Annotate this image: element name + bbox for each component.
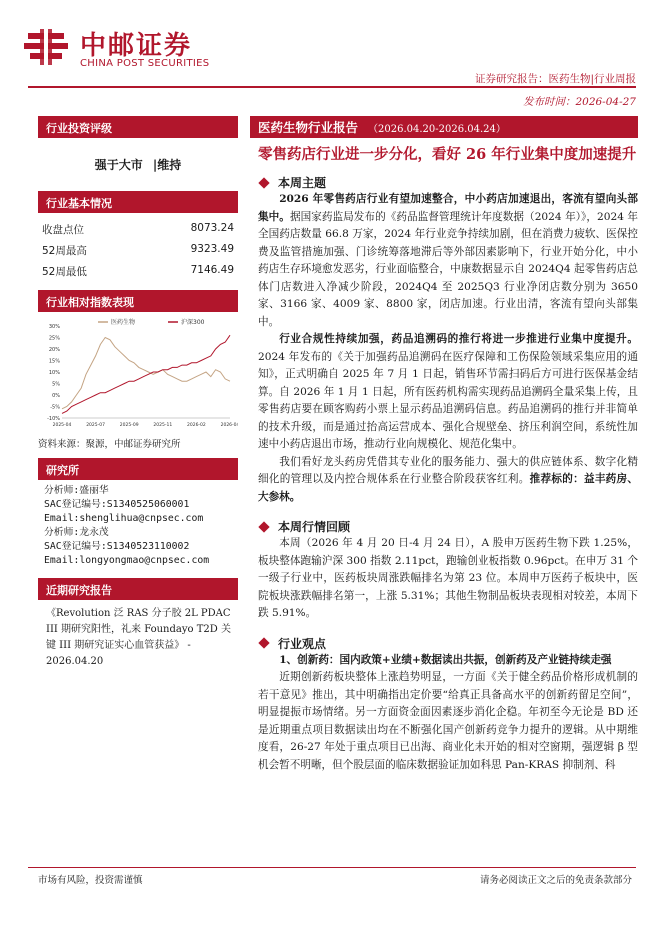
section-title: 行业观点: [278, 636, 327, 651]
brand-name-en: CHINA POST SECURITIES: [80, 58, 210, 69]
recommended-stocks: 推荐标的：益丰药房、大参林。: [258, 473, 639, 503]
basics-row: [38, 219, 238, 240]
report-title-bar: [250, 116, 638, 138]
footer-divider: [28, 867, 636, 868]
analyst-line: 分析师:盛丽华: [44, 485, 109, 496]
performance-chart-svg: [38, 314, 238, 434]
basics-value: 7146.49: [190, 264, 234, 276]
y-tick-label: 25%: [48, 335, 60, 342]
analyst-line: SAC登记编号:S1340525060001: [44, 499, 190, 510]
report-dates: （2026.04.20-2026.04.24）: [368, 123, 506, 135]
section-heading: [250, 518, 638, 535]
report-title: 医药生物行业报告: [258, 120, 359, 135]
analyst-line: 分析师:龙永茂: [44, 527, 109, 538]
legend-label: 医药生物: [111, 319, 136, 326]
publish-date: 发布时间：2026-04-27: [522, 96, 636, 108]
rating-section-title: 行业投资评级: [38, 116, 238, 138]
rating: [38, 138, 238, 191]
analyst-email[interactable]: Email:longyongmao@cnpsec.com: [44, 555, 210, 566]
footer-risk-note: 市场有风险，投资需谨慎: [38, 875, 143, 886]
sub-heading: 1、创新药：国内政策+业绩+数据读出共振，创新药及产业链持续走强: [279, 653, 612, 666]
series-line-1: [62, 338, 230, 409]
x-tick-label: 2026-02: [186, 423, 206, 428]
x-tick-label: 2025-07: [86, 423, 106, 428]
header-divider: [28, 86, 636, 88]
y-tick-label: 5%: [52, 381, 60, 388]
y-tick-label: 10%: [48, 370, 60, 376]
y-tick-label: 20%: [48, 347, 60, 353]
y-tick-label: -5%: [50, 404, 60, 411]
y-tick-label: 0%: [52, 393, 60, 399]
analyst-list: [38, 480, 238, 568]
x-tick-label: 2025-09: [119, 423, 139, 428]
basics-value: 8073.24: [190, 222, 234, 234]
paragraph-lead: 行业合规性持续加强，药品追溯码的推行将进一步推进行业集中度提升。: [279, 333, 638, 345]
rating-status: |维持: [152, 158, 182, 172]
basics-label: 52周最低: [42, 266, 87, 278]
paragraph-body: 2024 年发布的《关于加强药品追溯码在医疗保障和工伤保险领域采集应用的通知》，正式明确自 2025 年 7 月 1 日起，销售环节需扫码后方可进行医保基金结算。自 2026 年 1 月 1 日起，所有医药机构需实现药品追溯码全量采集上传，且零售药店要在顾客购药小票上显示药品追溯码信息。药品追溯码的推行并非简单的技术升级，而是通过抬高运营成本、强化合规壁垒、挤压利润空间，系统性加速中小药店退出市场，推动行业向规模化、规范化集中。: [258, 350, 638, 450]
brand-name: 中邮证券: [80, 31, 193, 61]
paragraph: 近期创新药板块整体上涨趋势明显，一方面《关于健全药品价格形成机制的若干意见》推出，其中明确指出定价要“给真正具备高水平的创新药留足空间”，明显提振市场情绪。另一方面资金面因素逐步消化企稳。年初至今无论是 BD 还是近期重点项目数据读出均在不断强化国产创新药竞争力提升的逻辑。从中期维度看，26-27 年处于重点项目已出海、商业化未开始的相对空窗期，强逻辑 β 型机会暂不明晰，但个股层面的临床数据验证加如科思 Pan-KRAS 抑制剂、科: [258, 671, 638, 771]
x-tick-label: 2025-11: [153, 423, 173, 428]
diamond-bullet-icon: [258, 521, 269, 532]
paragraph-lead: 2026 年零售药店行业有望加速整合，中小药店加速退出，客流有望向头部集中。: [258, 193, 638, 223]
recent-report-link[interactable]: 《Revolution 泛 RAS 分子胶 2L PDAC III 期研究阳性，礼来 Foundayo T2D 关键 III 期研究证实心血管获益》 - 2026.04.20: [46, 608, 231, 667]
analyst-line: SAC登记编号:S1340523110002: [44, 541, 190, 552]
section-title: 本周行情回顾: [278, 520, 351, 534]
research-section-title: 研究所: [38, 458, 238, 480]
paragraph-body: 据国家药监局发布的《药品监督管理统计年度数据（2024 年）》，2024 年全国药店数量 66.8 万家，2024 年行业竞争持续加剧，但在消费力疲软、医保控费及监管措施加强、门诊统筹落地滞后等外部因素影响下，行业开始分化，中小药店生存环境愈发恶劣，行业面临整合，中康数据显示自 2024Q4 起零售药店总体门店数进入净减少阶段，2024Q4 至 2025Q3 行业净闭店数分别为 3650 家、3166 家、4009 家、8800 家，闭店加速。行业出清，客流有望向头部集中。: [258, 210, 639, 328]
y-tick-label: 15%: [48, 358, 60, 365]
section-title: 本周主题: [278, 176, 327, 190]
diamond-bullet-icon: [258, 637, 269, 648]
legend-label: 沪深300: [181, 319, 205, 326]
basics-row: [38, 240, 238, 261]
main-content: [250, 116, 638, 774]
paragraph: [250, 331, 638, 454]
sidebar: [38, 116, 238, 670]
chart-source: 资料来源：聚源，中邮证券研究所: [38, 439, 181, 450]
performance-section-title: 行业相对指数表现: [38, 290, 238, 312]
china-post-logo: [22, 25, 70, 69]
paragraph: [250, 191, 638, 331]
basics-value: 9323.49: [190, 243, 234, 255]
x-tick-label: 2025-04: [52, 423, 72, 428]
x-tick-label: 2026-04: [220, 423, 238, 428]
paragraph: 本周（2026 年 4 月 20 日-4 月 24 日），A 股申万医药生物下跌 1.25%，板块整体跑输沪深 300 指数 2.11pct，跑输创业板指数 0.96pct。在申万 31 个一级子行业中，医药板块周涨跌幅排名为第 23 位。本周申万医药子板块中，医院板块涨跌幅排名第一，上涨 5.31%；其他生物制品板块表现相对较差，本周下跌 5.91%。: [258, 537, 638, 619]
basics-label: 收盘点位: [42, 224, 84, 236]
basics-section-title: 行业基本情况: [38, 191, 238, 213]
y-tick-label: 30%: [48, 324, 60, 330]
footer-disclaimer: 请务必阅读正文之后的免责条款部分: [479, 875, 632, 886]
diamond-bullet-icon: [258, 177, 269, 188]
analyst-email[interactable]: Email:shenglihua@cnpsec.com: [44, 513, 204, 524]
paragraph-body: 我们看好龙头药房凭借其专业化的服务能力、强大的供应链体系、数字化精细化的管理以及内控合规体系在行业整合阶段获客红利。: [258, 455, 638, 485]
headline: 零售药店行业进一步分化，看好 26 年行业集中度加速提升: [258, 146, 637, 163]
paragraph: [250, 454, 638, 507]
series-line-2: [62, 335, 230, 413]
performance-chart: [38, 314, 238, 434]
y-tick-label: -10%: [47, 416, 60, 422]
section-heading: [250, 174, 638, 191]
rating-value: 强于大市: [94, 158, 143, 172]
basics-label: 52周最高: [42, 245, 87, 257]
basics-row: [38, 261, 238, 282]
section-heading: [250, 635, 638, 652]
basics-table: [38, 213, 238, 282]
report-category: 证券研究报告：医药生物|行业周报: [474, 73, 636, 85]
recent-section-title: 近期研究报告: [38, 578, 238, 600]
